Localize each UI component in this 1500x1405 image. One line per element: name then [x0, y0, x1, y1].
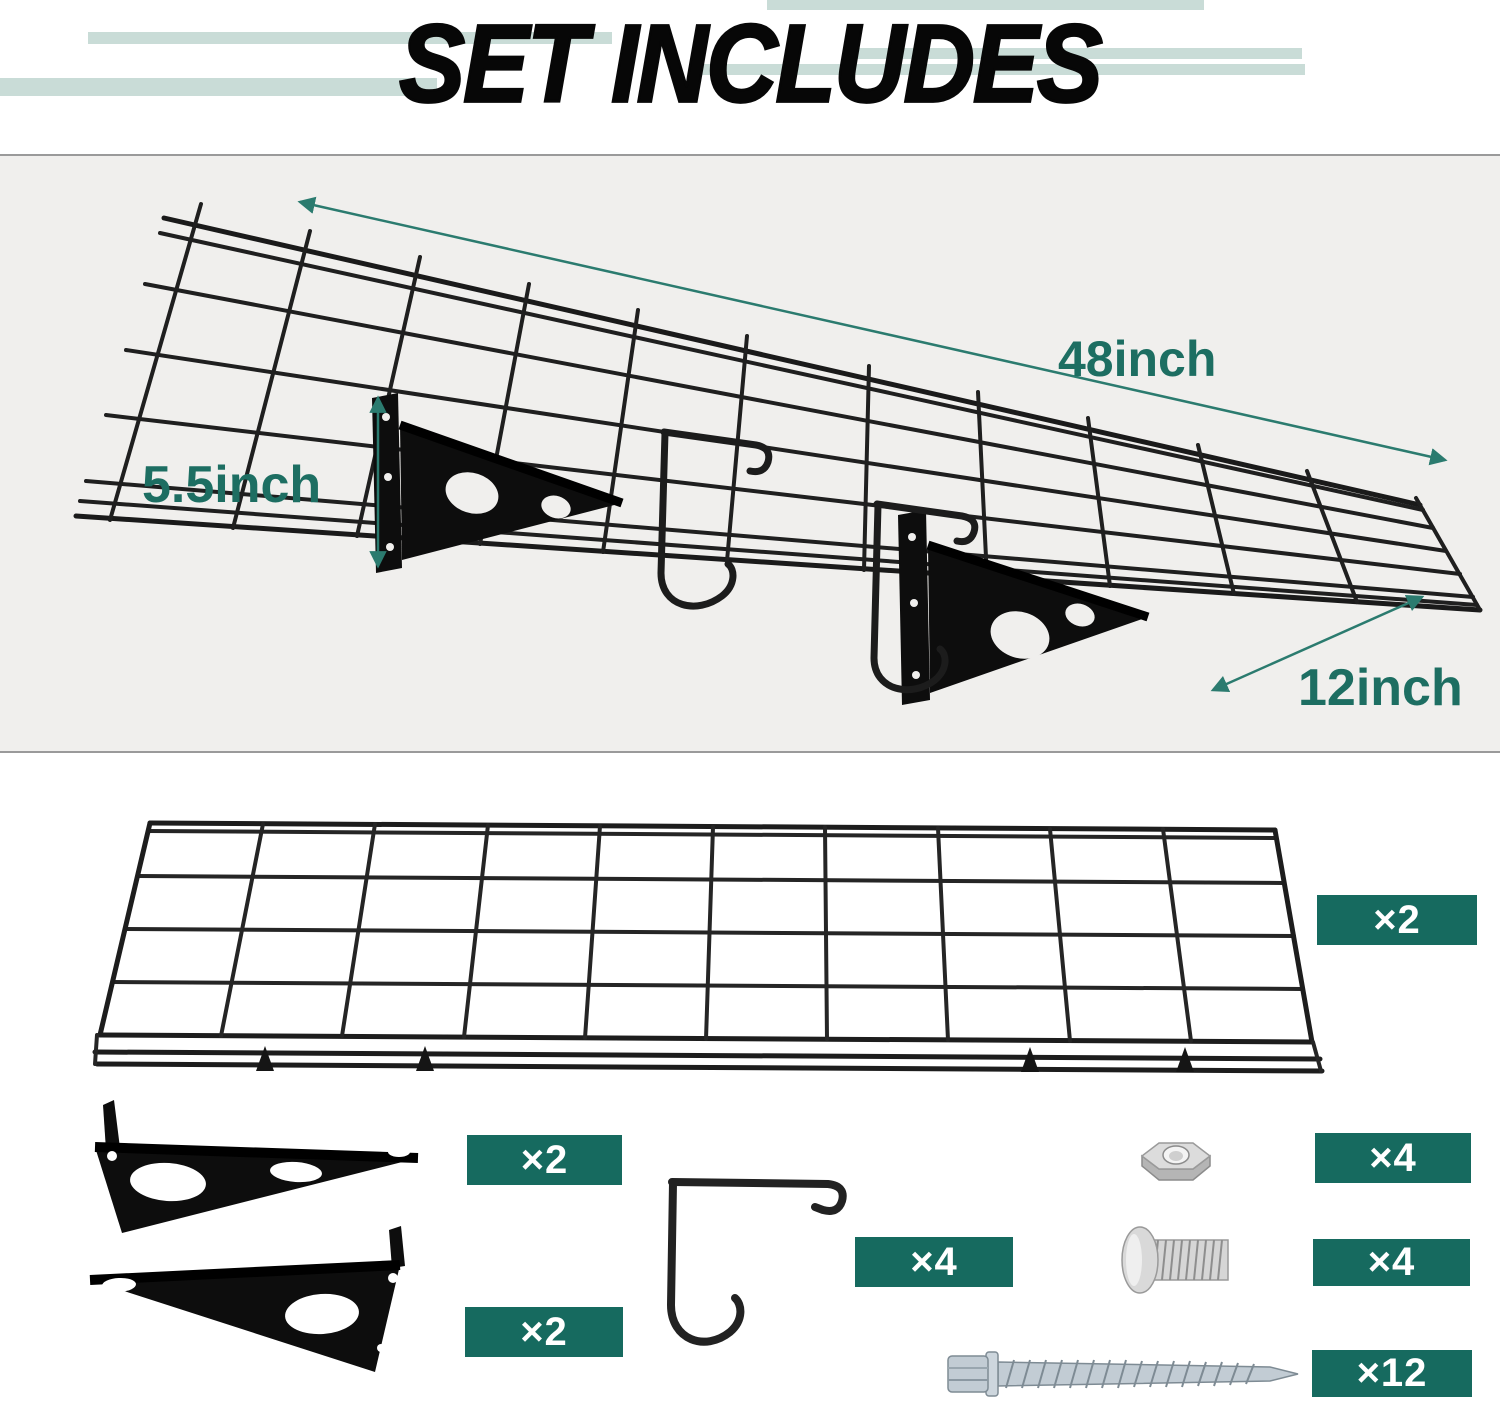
bracket-top-illustration	[95, 1100, 418, 1233]
bracket-bottom-illustration	[90, 1226, 405, 1372]
height-dimension-label: 5.5inch	[142, 456, 322, 514]
qty-badge-wire-panel: ×2	[1317, 895, 1477, 945]
machine-bolt-illustration	[1122, 1227, 1228, 1293]
width-dimension-label: 48inch	[1058, 331, 1217, 387]
title-accent-bar	[0, 78, 437, 96]
wire-panel-illustration	[0, 790, 1500, 1090]
qty-badge-hex-nut: ×4	[1315, 1133, 1471, 1183]
assembled-j-hook-left	[661, 432, 769, 606]
hardware-illustration	[0, 1090, 1500, 1405]
qty-badge-screw: ×12	[1312, 1350, 1472, 1397]
qty-badge-j-hook: ×4	[855, 1237, 1013, 1287]
hex-nut-illustration	[1142, 1143, 1210, 1180]
qty-badge-bracket-top: ×2	[467, 1135, 622, 1185]
wire-panel-grid	[95, 823, 1322, 1072]
qty-badge-bolt: ×4	[1313, 1239, 1470, 1286]
assembled-shelf-illustration	[0, 155, 1500, 753]
qty-badge-bracket-bottom: ×2	[465, 1307, 623, 1357]
self-tapping-screw-illustration	[948, 1352, 1298, 1396]
j-hook-illustration	[671, 1182, 843, 1342]
shelf-deck-wires	[76, 204, 1480, 610]
depth-dimension-label: 12inch	[1298, 659, 1463, 717]
page-title: SET INCLUDES	[399, 3, 1101, 127]
